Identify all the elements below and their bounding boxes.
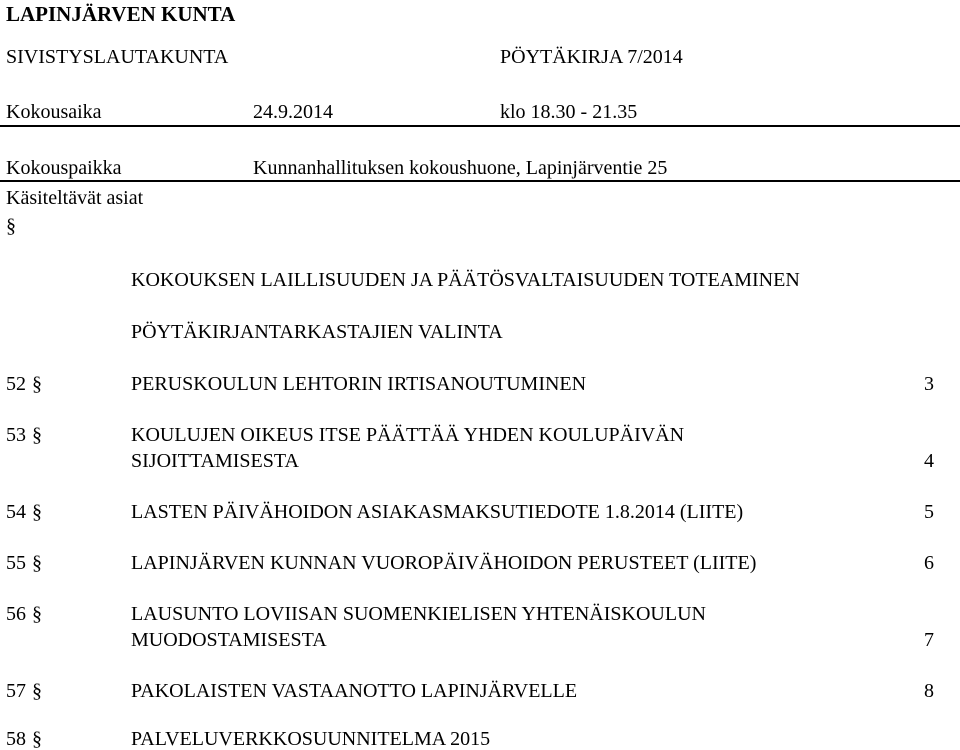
board-name: SIVISTYSLAUTAKUNTA — [6, 46, 229, 68]
agenda-item-page: 6 — [924, 552, 934, 574]
agenda-label: Käsiteltävät asiat — [6, 187, 144, 209]
section-sign-header: § — [6, 215, 16, 237]
agenda-item-title: PALVELUVERKKOSUUNNITELMA 2015 — [131, 728, 491, 750]
agenda-item-title: LASTEN PÄIVÄHOIDON ASIAKASMAKSUTIEDOTE 1.8.2014 (LIITE) — [131, 501, 744, 523]
place-label: Kokouspaikka — [6, 157, 122, 179]
agenda-item-page: 8 — [924, 680, 934, 702]
agenda-item-page: 7 — [924, 629, 934, 651]
agenda-item-title: KOULUJEN OIKEUS ITSE PÄÄTTÄÄ YHDEN KOULUPÄIVÄN — [131, 424, 685, 446]
agenda-item-number: 58 — [6, 728, 26, 750]
section-sign: § — [32, 424, 42, 446]
municipality-title: LAPINJÄRVEN KUNTA — [6, 2, 236, 26]
meeting-date: 24.9.2014 — [253, 101, 333, 123]
minutes-number: PÖYTÄKIRJA 7/2014 — [500, 46, 683, 68]
agenda-item-page: 5 — [924, 501, 934, 523]
time-label: Kokousaika — [6, 101, 102, 123]
agenda-item-number: 55 — [6, 552, 26, 574]
agenda-item-title: LAUSUNTO LOVIISAN SUOMENKIELISEN YHTENÄISKOULUN — [131, 603, 706, 625]
agenda-item-number: 56 — [6, 603, 26, 625]
agenda-item-title-cont: MUODOSTAMISESTA — [131, 629, 327, 651]
agenda-item-page: 4 — [924, 450, 934, 472]
agenda-item-number: 53 — [6, 424, 26, 446]
agenda-item-title: PERUSKOULUN LEHTORIN IRTISANOUTUMINEN — [131, 373, 587, 395]
agenda-item-title: PAKOLAISTEN VASTAANOTTO LAPINJÄRVELLE — [131, 680, 578, 702]
meeting-time: klo 18.30 - 21.35 — [500, 101, 638, 123]
agenda-item-title: PÖYTÄKIRJANTARKASTAJIEN VALINTA — [131, 321, 503, 343]
section-sign: § — [32, 728, 42, 750]
section-sign: § — [32, 603, 42, 625]
section-sign: § — [32, 501, 42, 523]
agenda-item-title: LAPINJÄRVEN KUNNAN VUOROPÄIVÄHOIDON PERUSTEET (LIITE) — [131, 552, 757, 574]
section-sign: § — [32, 552, 42, 574]
header-divider-bottom — [0, 180, 960, 182]
agenda-item-number: 57 — [6, 680, 26, 702]
agenda-item-page: 3 — [924, 373, 934, 395]
section-sign: § — [32, 373, 42, 395]
agenda-item-number: 52 — [6, 373, 26, 395]
agenda-item-number: 54 — [6, 501, 26, 523]
agenda-item-title-cont: SIJOITTAMISESTA — [131, 450, 299, 472]
meeting-place: Kunnanhallituksen kokoushuone, Lapinjärventie 25 — [253, 157, 668, 179]
header-divider-top — [0, 125, 960, 127]
agenda-item-title: KOKOUKSEN LAILLISUUDEN JA PÄÄTÖSVALTAISUUDEN TOTEAMINEN — [131, 269, 800, 291]
section-sign: § — [32, 680, 42, 702]
